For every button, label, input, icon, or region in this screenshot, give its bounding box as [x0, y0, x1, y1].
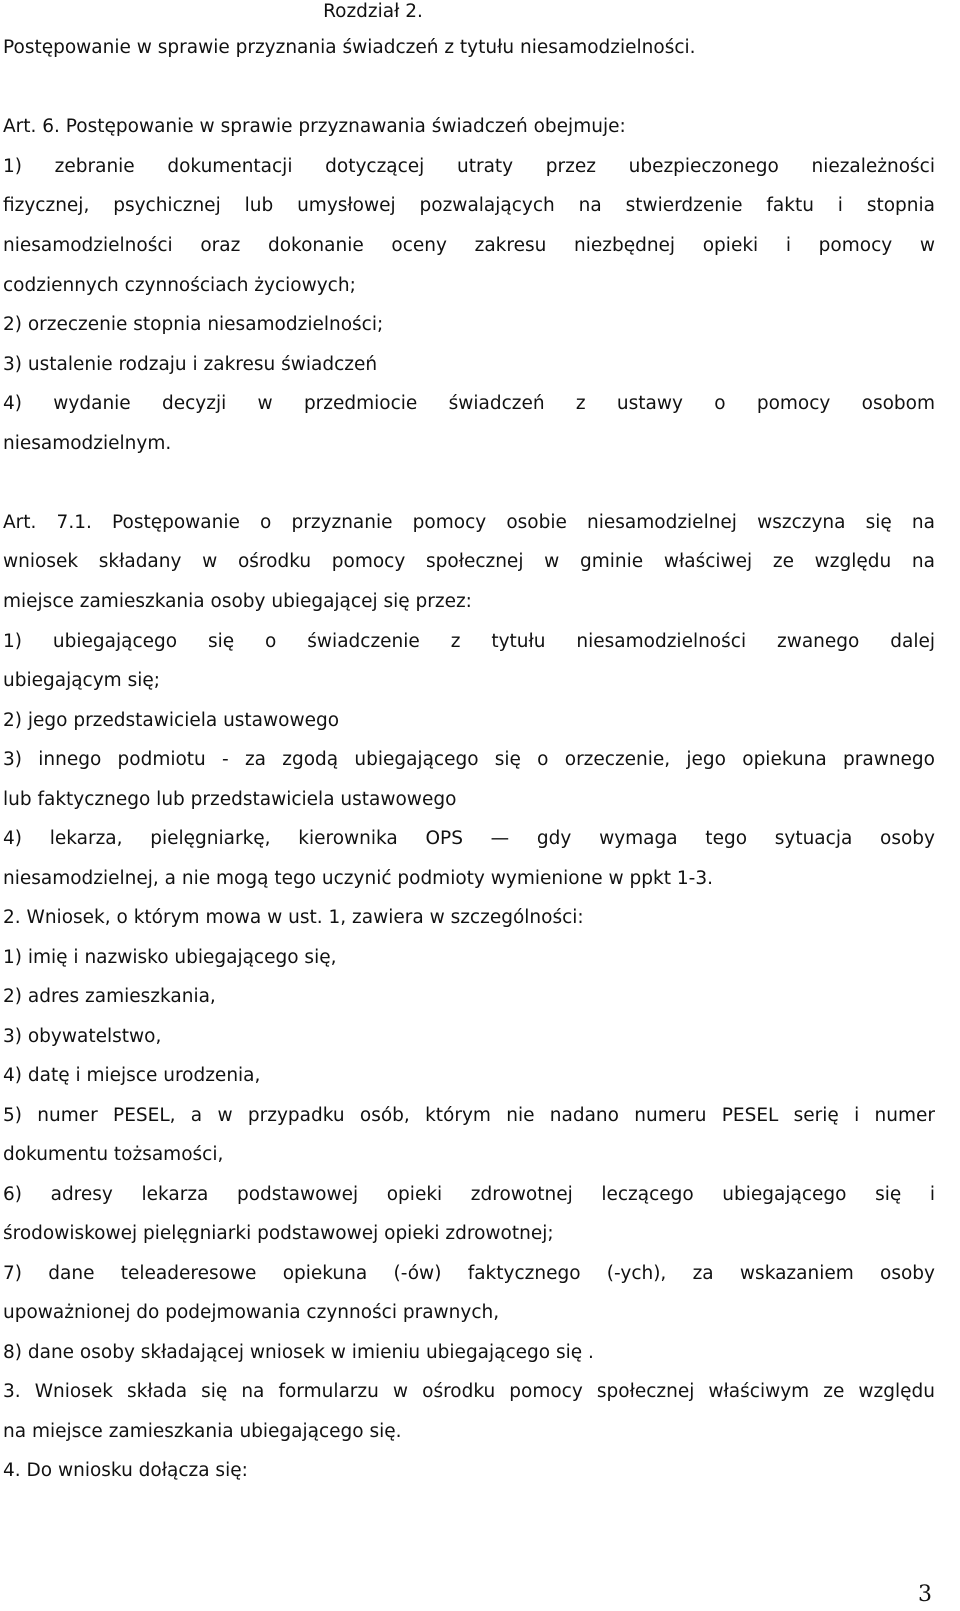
art7-p2-item1: 1) imię i nazwisko ubiegającego się,	[3, 947, 337, 968]
art6-item1-line4: codziennych czynnościach życiowych;	[3, 275, 356, 296]
chapter-title: Postępowanie w sprawie przyznania świadczeń z tytułu niesamodzielności.	[3, 37, 696, 58]
art7-para1-line1: Art. 7.1. Postępowanie o przyznanie pomocy osobie niesamodzielnej wszczyna się na	[3, 512, 935, 533]
art7-p1-item3-line2: lub faktycznego lub przedstawiciela ustawowego	[3, 789, 457, 810]
art6-item4-line2: niesamodzielnym.	[3, 433, 172, 454]
art7-p2-item5-line1: 5) numer PESEL, a w przypadku osób, którym nie nadano numeru PESEL serię i numer	[3, 1105, 935, 1126]
art6-item2: 2) orzeczenie stopnia niesamodzielności;	[3, 314, 384, 335]
art7-p1-item1-line2: ubiegającym się;	[3, 670, 160, 691]
art7-p2-item3: 3) obywatelstwo,	[3, 1026, 162, 1047]
art7-para1-line2: wniosek składany w ośrodku pomocy społecznej w gminie właściwej ze względu na	[3, 551, 935, 572]
art7-p1-item4-line1: 4) lekarza, pielęgniarkę, kierownika OPS — gdy wymaga tego sytuacja osoby	[3, 828, 935, 849]
art6-item4-line1: 4) wydanie decyzji w przedmiocie świadczeń z ustawy o pomocy osobom	[3, 393, 935, 414]
art7-p2-item6-line2: środowiskowej pielęgniarki podstawowej opieki zdrowotnej;	[3, 1223, 554, 1244]
art7-p2-item4: 4) datę i miejsce urodzenia,	[3, 1065, 261, 1086]
art7-p1-item3-line1: 3) innego podmiotu - za zgodą ubiegającego się o orzeczenie, jego opiekuna prawnego	[3, 749, 935, 770]
chapter-heading: Rozdział 2.	[323, 1, 423, 22]
art6-intro: Art. 6. Postępowanie w sprawie przyznawania świadczeń obejmuje:	[3, 116, 626, 137]
art7-para4: 4. Do wniosku dołącza się:	[3, 1460, 248, 1481]
art7-p1-item1-line1: 1) ubiegającego się o świadczenie z tytułu niesamodzielności zwanego dalej	[3, 631, 935, 652]
art6-item1-line1: 1) zebranie dokumentacji dotyczącej utraty przez ubezpieczonego niezależności	[3, 156, 935, 177]
art7-para1-line3: miejsce zamieszkania osoby ubiegającej się przez:	[3, 591, 472, 612]
art7-para3-line1: 3. Wniosek składa się na formularzu w ośrodku pomocy społecznej właściwym ze względu	[3, 1381, 935, 1402]
art7-p2-item5-line2: dokumentu tożsamości,	[3, 1144, 224, 1165]
art6-item3: 3) ustalenie rodzaju i zakresu świadczeń	[3, 354, 378, 375]
art7-p1-item4-line2: niesamodzielnej, a nie mogą tego uczynić podmioty wymienione w ppkt 1-3.	[3, 868, 713, 889]
art7-para3-line2: na miejsce zamieszkania ubiegającego się.	[3, 1421, 402, 1442]
art6-item1-line2: fizycznej, psychicznej lub umysłowej pozwalających na stwierdzenie faktu i stopnia	[3, 195, 935, 216]
art6-item1-line3: niesamodzielności oraz dokonanie oceny zakresu niezbędnej opieki i pomocy w	[3, 235, 935, 256]
art7-p2-item7-line2: upoważnionej do podejmowania czynności prawnych,	[3, 1302, 500, 1323]
art7-p2-item8: 8) dane osoby składającej wniosek w imieniu ubiegającego się .	[3, 1342, 594, 1363]
art7-p1-item2: 2) jego przedstawiciela ustawowego	[3, 710, 340, 731]
art7-p2-item7-line1: 7) dane teleaderesowe opiekuna (-ów) faktycznego (-ych), za wskazaniem osoby	[3, 1263, 935, 1284]
art7-p2-item2: 2) adres zamieszkania,	[3, 986, 216, 1007]
art7-p2-item6-line1: 6) adresy lekarza podstawowej opieki zdrowotnej leczącego ubiegającego się i	[3, 1184, 935, 1205]
page-number: 3	[918, 1582, 932, 1607]
art7-para2: 2. Wniosek, o którym mowa w ust. 1, zawiera w szczególności:	[3, 907, 584, 928]
